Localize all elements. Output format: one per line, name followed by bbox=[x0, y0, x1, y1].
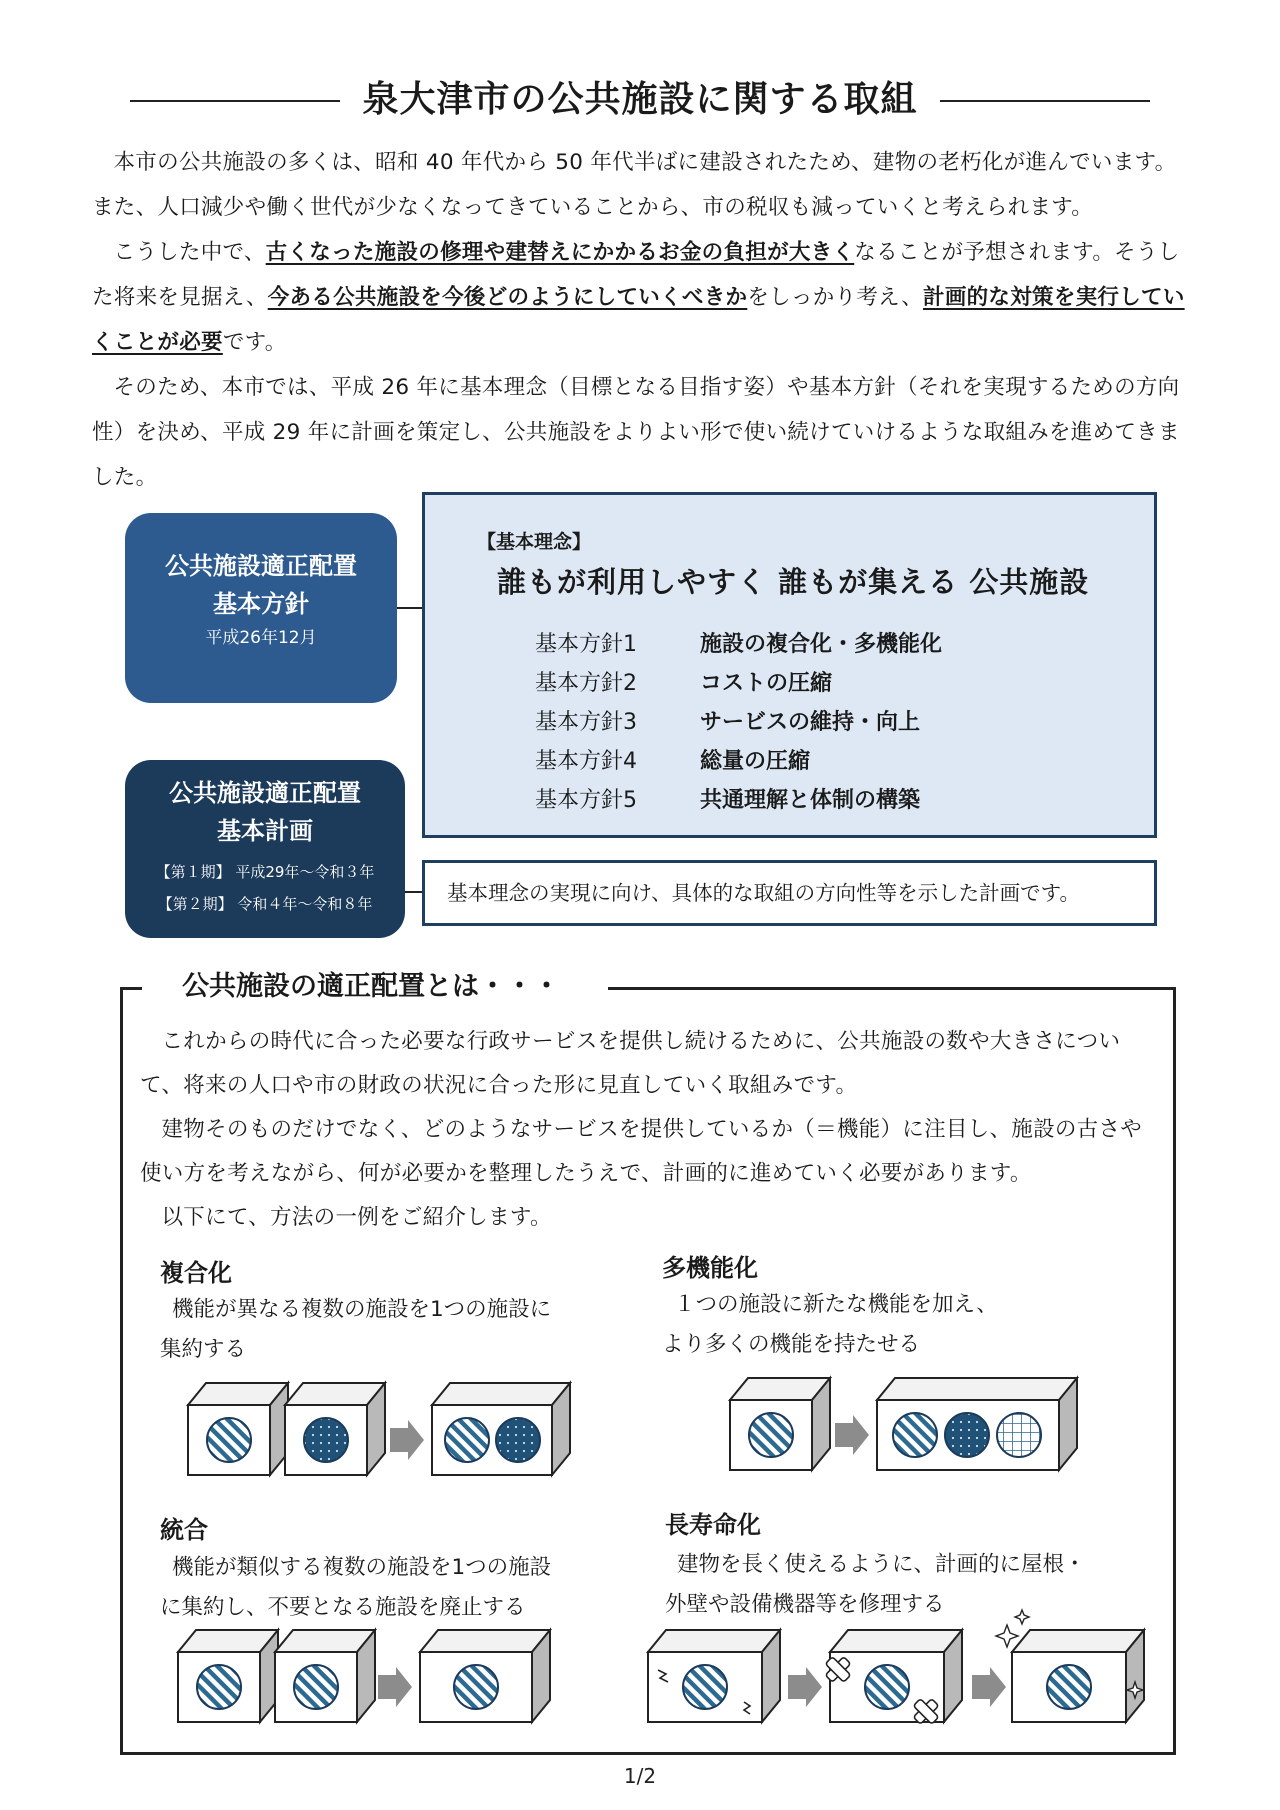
building-icon bbox=[420, 1630, 550, 1722]
intro-p2-c: なることが予想されます。そうした将来を見据え、 bbox=[92, 240, 1180, 310]
method-line: より多くの機能を持たせる bbox=[662, 1332, 921, 1357]
arrow-icon bbox=[788, 1667, 822, 1707]
building-icon bbox=[178, 1630, 278, 1722]
method-heading-togo: 統合 bbox=[160, 1516, 208, 1544]
method-heading-chojumyo: 長寿命化 bbox=[665, 1511, 761, 1539]
intro-p2-emphasis-1: 古くなった施設の修理や建替えにかかるお金の負担が大きく bbox=[265, 240, 855, 265]
building-icon bbox=[432, 1383, 570, 1475]
policy-value: サービスの維持・向上 bbox=[700, 710, 921, 735]
building-icon bbox=[275, 1630, 375, 1722]
intro-p2-emphasis-3: 計画的な対策を実行していくことが必要 bbox=[92, 285, 1185, 355]
policy-title-2: 基本方針 bbox=[213, 590, 309, 618]
method-line: 集約する bbox=[160, 1337, 247, 1362]
method-line: 外壁や設備機器等を修理する bbox=[665, 1592, 945, 1617]
policy-key: 基本方針2 bbox=[535, 671, 637, 696]
section-paragraph-3: 以下にて、方法の一例をご紹介します。 bbox=[161, 1205, 552, 1230]
policy-key: 基本方針3 bbox=[535, 710, 637, 735]
policy-value: コストの圧縮 bbox=[700, 671, 833, 696]
building-icon bbox=[730, 1378, 830, 1470]
building-icon bbox=[188, 1383, 288, 1475]
method-line: に集約し、不要となる施設を廃止する bbox=[160, 1595, 526, 1620]
section-title: 公共施設の適正配置とは・・・ bbox=[142, 965, 608, 1009]
policy-date: 平成26年12月 bbox=[205, 628, 317, 648]
policy-key: 基本方針5 bbox=[535, 788, 637, 813]
policy-key: 基本方針1 bbox=[535, 632, 637, 657]
method-line: 機能が異なる複数の施設を1つの施設に bbox=[172, 1297, 552, 1322]
philosophy-header: 【基本理念】 bbox=[477, 531, 592, 553]
page-number: 1/2 bbox=[623, 1764, 657, 1788]
intro-paragraph-3: そのため、本市では、平成 26 年に基本理念（目標となる目指す姿）や基本方針（それを実現するための方向性）を決め、平成 29 年に計画を策定し、公共施設をよりよい形で使い続けていけるような取組みを進めてきました。 bbox=[92, 375, 1180, 490]
intro-p2-e: をしっかり考え、 bbox=[747, 285, 924, 310]
plan-period-1: 【第１期】 平成29年～令和３年 bbox=[155, 863, 375, 881]
intro-paragraph-1: 本市の公共施設の多くは、昭和 40 年代から 50 年代半ばに建設されたため、建物の老朽化が進んでいます。また、人口減少や働く世代が少なくなってきていることから、市の税収も減っていくと考えられます。 bbox=[92, 150, 1177, 220]
building-icon bbox=[285, 1383, 385, 1475]
plan-title-2: 基本計画 bbox=[217, 817, 313, 845]
plan-period-2: 【第２期】 令和４年～令和８年 bbox=[157, 895, 373, 913]
policy-value: 総量の圧縮 bbox=[700, 749, 811, 774]
method-line: 建物を長く使えるように、計画的に屋根・ bbox=[677, 1552, 1086, 1577]
method-line: １つの施設に新たな機能を加え、 bbox=[674, 1292, 998, 1317]
arrow-icon bbox=[972, 1667, 1006, 1707]
intro-p2-g: です。 bbox=[222, 330, 287, 355]
policy-value: 共通理解と体制の構築 bbox=[700, 788, 921, 813]
intro-p2-emphasis-2: 今ある公共施設を今後どのようにしていくべきか bbox=[267, 285, 748, 310]
section-paragraph-2: 建物そのものだけでなく、どのようなサービスを提供しているか（＝機能）に注目し、施設の古さや使い方を考えながら、何が必要かを整理したうえで、計画的に進めていく必要があります。 bbox=[140, 1117, 1143, 1186]
method-heading-fukugo: 複合化 bbox=[160, 1259, 232, 1287]
building-icon bbox=[648, 1630, 780, 1722]
building-icon bbox=[877, 1378, 1077, 1470]
policy-title-1: 公共施設適正配置 bbox=[165, 552, 357, 580]
arrow-icon bbox=[378, 1667, 412, 1707]
philosophy-main: 誰もが利用しやすく 誰もが集える 公共施設 bbox=[497, 565, 1090, 599]
arrow-icon bbox=[835, 1415, 869, 1455]
plan-title-1: 公共施設適正配置 bbox=[169, 779, 361, 807]
building-icon bbox=[1012, 1630, 1144, 1722]
method-line: 機能が類似する複数の施設を1つの施設 bbox=[172, 1555, 552, 1580]
intro-p2-a: こうした中で、 bbox=[113, 240, 266, 265]
policy-key: 基本方針4 bbox=[535, 749, 637, 774]
method-heading-takino: 多機能化 bbox=[662, 1254, 758, 1282]
building-icon bbox=[820, 1630, 962, 1730]
policy-value: 施設の複合化・多機能化 bbox=[700, 632, 943, 657]
section-paragraph-1: これからの時代に合った必要な行政サービスを提供し続けるために、公共施設の数や大きさについて、将来の人口や市の財政の状況に合った形に見直していく取組みです。 bbox=[140, 1029, 1121, 1098]
page-title: 泉大津市の公共施設に関する取組 bbox=[340, 79, 939, 120]
arrow-icon bbox=[390, 1420, 424, 1460]
plan-description: 基本理念の実現に向け、具体的な取組の方向性等を示した計画です。 bbox=[422, 860, 1157, 926]
